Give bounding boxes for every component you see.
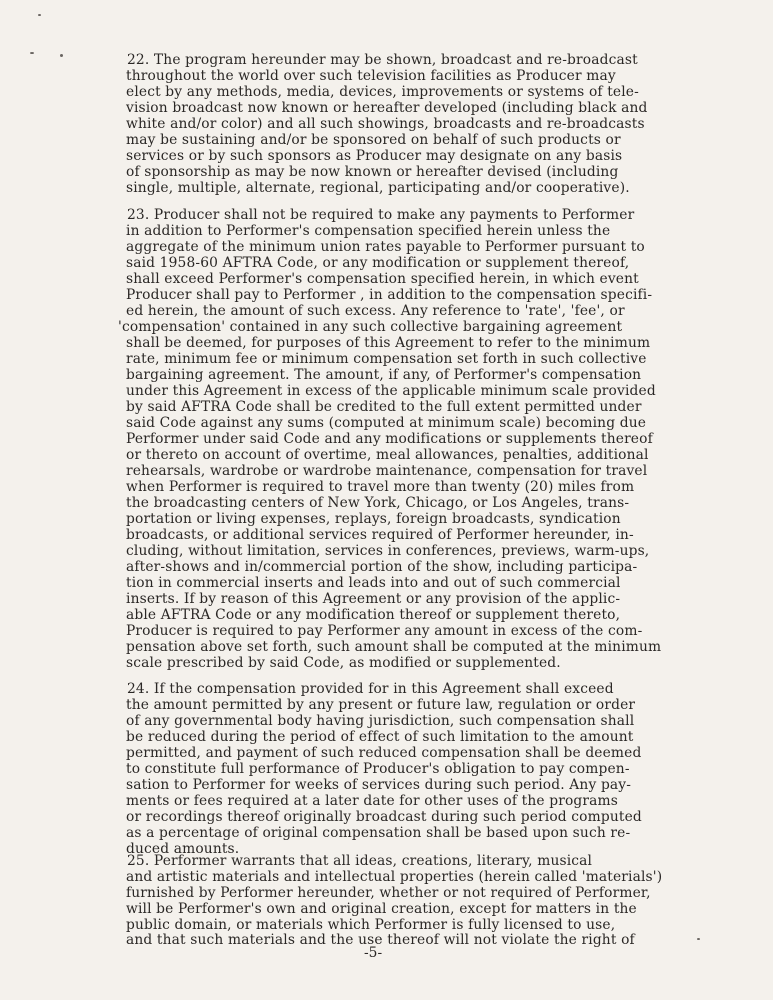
text-line: Producer shall pay to Performer , in addition to the compensation specifi- [126,287,653,303]
text-line: the amount permitted by any present or future law, regulation or order [126,697,636,713]
text-line: of any governmental body having jurisdiction, such compensation shall [126,713,635,729]
text-line: vision broadcast now known or hereafter developed (including black and [126,100,648,116]
text-line: duced amounts. [126,841,240,857]
text-line: and artistic materials and intellectual properties (herein called 'materials') [126,869,663,885]
text-line: and that such materials and the use thereof will not violate the right of [126,932,635,948]
text-line: aggregate of the minimum union rates payable to Performer pursuant to [126,239,645,255]
text-line: elect by any methods, media, devices, improvements or systems of tele- [126,84,639,100]
text-line: to constitute full performance of Producer's obligation to pay compen- [126,761,630,777]
text-line: ments or fees required at a later date for other uses of the programs [126,793,619,809]
text-line: 'compensation' contained in any such collective bargaining agreement [118,319,623,335]
text-line: sation to Performer for weeks of services during such period. Any pay- [126,777,632,793]
text-line: under this Agreement in excess of the applicable minimum scale provided [126,383,656,399]
text-line: said Code against any sums (computed at minimum scale) becoming due [126,415,647,431]
text-line: cluding, without limitation, services in conferences, previews, warm-ups, [126,543,650,559]
scan-speck [60,54,63,57]
text-line: able AFTRA Code or any modification thereof or supplement thereto, [126,607,621,623]
text-line: shall exceed Performer's compensation specified herein, in which event [126,271,639,287]
text-line: rehearsals, wardrobe or wardrobe maintenance, compensation for travel [126,463,648,479]
text-line: Performer under said Code and any modifications or supplements thereof [126,431,653,447]
text-line: services or by such sponsors as Producer may designate on any basis [126,148,623,164]
scan-speck [697,938,700,940]
text-line: of sponsorship as may be now known or hereafter devised (including [126,164,619,180]
text-line: permitted, and payment of such reduced compensation shall be deemed [126,745,642,761]
text-line: white and/or color) and all such showings, broadcasts and re-broadcasts [126,116,645,132]
text-line: portation or living expenses, replays, foreign broadcasts, syndication [126,511,621,527]
text-line: or thereto on account of overtime, meal allowances, penalties, additional [126,447,649,463]
text-line: 25. Performer warrants that all ideas, creations, literary, musical [127,853,593,869]
text-line: 22. The program hereunder may be shown, broadcast and re-broadcast [127,52,638,68]
text-line: will be Performer's own and original creation, except for matters in the [126,901,637,917]
text-line: said 1958-60 AFTRA Code, or any modification or supplement thereof, [126,255,630,271]
text-line: 24. If the compensation provided for in this Agreement shall exceed [127,681,614,697]
text-line: shall be deemed, for purposes of this Agreement to refer to the minimum [126,335,651,351]
text-line: the broadcasting centers of New York, Chicago, or Los Angeles, trans- [126,495,630,511]
text-line: when Performer is required to travel more than twenty (20) miles from [126,479,635,495]
text-line: pensation above set forth, such amount shall be computed at the minimum [126,639,662,655]
text-line: in addition to Performer's compensation specified herein unless the [126,223,611,239]
text-line: rate, minimum fee or minimum compensation set forth in such collective [126,351,647,367]
text-line: furnished by Performer hereunder, whether or not required of Performer, [126,885,651,901]
text-line: Producer is required to pay Performer any amount in excess of the com- [126,623,643,639]
text-line: ed herein, the amount of such excess. Any reference to 'rate', 'fee', or [126,303,625,319]
page-number: -5- [364,945,383,961]
text-line: be reduced during the period of effect of such limitation to the amount [126,729,634,745]
text-line: broadcasts, or additional services required of Performer hereunder, in- [126,527,634,543]
text-line: as a percentage of original compensation shall be based upon such re- [126,825,631,841]
text-line: inserts. If by reason of this Agreement or any provision of the applic- [126,591,621,607]
text-line: or recordings thereof originally broadcast during such period computed [126,809,642,825]
scan-speck [30,52,34,54]
text-line: tion in commercial inserts and leads into and out of such commercial [126,575,621,591]
scan-speck [38,14,41,16]
text-line: scale prescribed by said Code, as modified or supplemented. [126,655,561,671]
text-line: throughout the world over such television facilities as Producer may [126,68,616,84]
text-line: by said AFTRA Code shall be credited to the full extent permitted under [126,399,642,415]
text-line: may be sustaining and/or be sponsored on behalf of such products or [126,132,621,148]
text-line: single, multiple, alternate, regional, participating and/or cooperative). [126,180,630,196]
text-line: bargaining agreement. The amount, if any, of Performer's compensation [126,367,642,383]
text-line: 23. Producer shall not be required to make any payments to Performer [127,207,635,223]
text-line: public domain, or materials which Performer is fully licensed to use, [126,917,616,933]
text-line: after-shows and in/commercial portion of the show, including participa- [126,559,638,575]
